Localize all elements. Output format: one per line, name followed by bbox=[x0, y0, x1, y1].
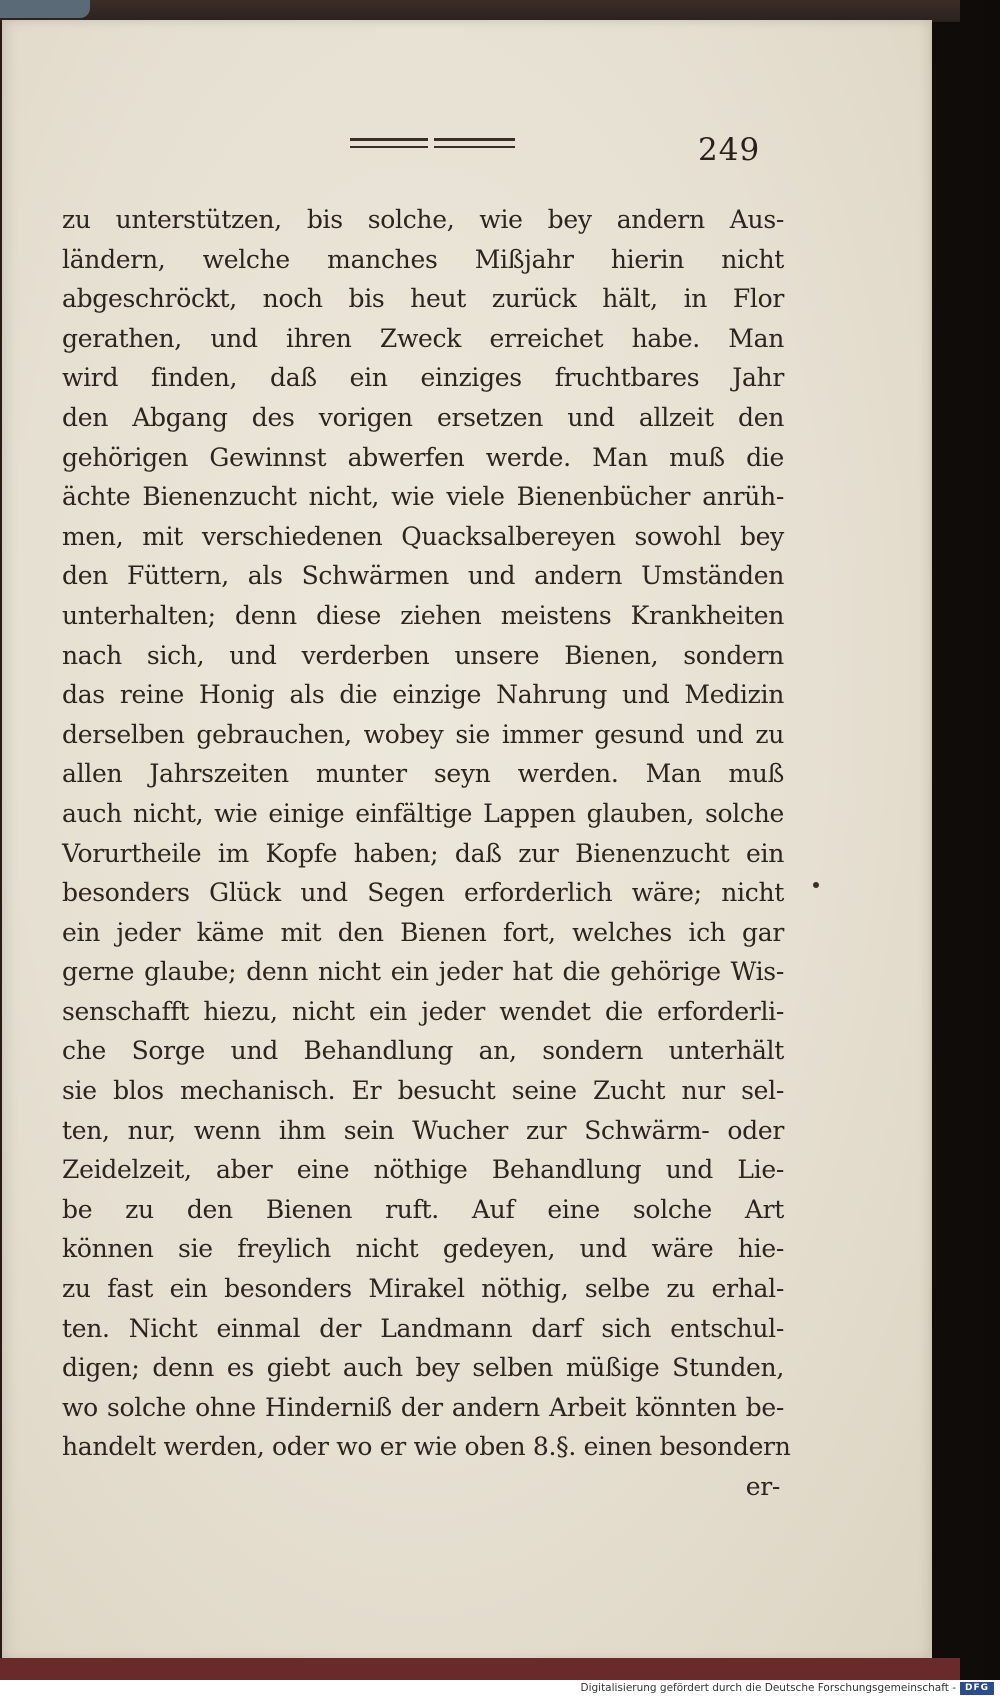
body-text bbox=[62, 200, 791, 1507]
text-line: che Sorge und Behandlung an, sondern unterhält bbox=[62, 1036, 784, 1066]
text-line: besonders Glück und Segen erforderlich wäre; nicht bbox=[62, 878, 784, 908]
text-line: ein jeder käme mit den Bienen fort, welches ich gar bbox=[62, 917, 784, 947]
text-line: zu fast ein besonders Mirakel nöthig, selbe zu erhal- bbox=[62, 1274, 784, 1304]
text-line: zu unterstützen, bis solche, wie bey andern Aus- bbox=[62, 205, 784, 234]
book-clasp bbox=[0, 0, 90, 18]
text-line: ten, nur, wenn ihm sein Wucher zur Schwärm- oder bbox=[62, 1115, 784, 1145]
text-line: abgeschröckt, noch bis heut zurück hält, in Flor bbox=[62, 284, 784, 314]
text-line: gerathen, und ihren Zweck erreichet habe. Man bbox=[62, 323, 784, 353]
text-line: Vorurtheile im Kopfe haben; daß zur Bienenzucht ein bbox=[62, 838, 784, 868]
text-line: allen Jahrszeiten munter seyn werden. Man muß bbox=[62, 759, 784, 789]
text-line: gehörigen Gewinnst abwerfen werde. Man muß die bbox=[62, 442, 784, 472]
dfg-logo: DFG bbox=[960, 1682, 994, 1695]
text-line: ten. Nicht einmal der Landmann darf sich entschul- bbox=[62, 1313, 784, 1343]
text-line: auch nicht, wie einige einfältige Lappen glauben, solche bbox=[62, 798, 784, 828]
catchword: er- bbox=[745, 1472, 780, 1501]
header-ornament-rule bbox=[350, 138, 515, 152]
text-line: können sie freylich nicht gedeyen, und wäre hie- bbox=[62, 1234, 784, 1264]
text-line: digen; denn es giebt auch bey selben müßige Stunden, bbox=[62, 1353, 784, 1383]
text-line: den Füttern, als Schwärmen und andern Umständen bbox=[62, 561, 784, 591]
text-line: ländern, welche manches Mißjahr hierin nicht bbox=[62, 244, 784, 274]
scan-top-edge bbox=[0, 0, 960, 22]
text-line: derselben gebrauchen, wobey sie immer gesund und zu bbox=[62, 719, 784, 749]
margin-mark bbox=[813, 882, 819, 888]
text-line: ächte Bienenzucht nicht, wie viele Bienenbücher anrüh- bbox=[62, 482, 784, 512]
text-line: Zeidelzeit, aber eine nöthige Behandlung und Lie- bbox=[62, 1155, 784, 1185]
text-line: be zu den Bienen ruft. Auf eine solche Art bbox=[62, 1194, 784, 1224]
text-line: unterhalten; denn diese ziehen meistens Krankheiten bbox=[62, 600, 784, 630]
text-line: men, mit verschiedenen Quacksalbereyen sowohl bey bbox=[62, 521, 784, 551]
text-line: sie blos mechanisch. Er besucht seine Zucht nur sel- bbox=[62, 1076, 784, 1106]
text-line: nach sich, und verderben unsere Bienen, sondern bbox=[62, 640, 784, 670]
text-line: den Abgang des vorigen ersetzen und allzeit den bbox=[62, 402, 784, 432]
text-line: gerne glaube; denn nicht ein jeder hat die gehörige Wis- bbox=[62, 957, 784, 987]
text-line: das reine Honig als die einzige Nahrung und Medizin bbox=[62, 680, 784, 710]
text-line: senschafft hiezu, nicht ein jeder wendet die erforderli- bbox=[62, 996, 784, 1026]
text-line: wo solche ohne Hinderniß der andern Arbeit könnten be- bbox=[62, 1392, 784, 1422]
scan-bottom-edge bbox=[0, 1658, 960, 1680]
text-line: wird finden, daß ein einziges fruchtbares Jahr bbox=[62, 363, 784, 393]
text-line: handelt werden, oder wo er wie oben 8.§. einen besondern bbox=[62, 1432, 791, 1462]
footer-credit: Digitalisierung gefördert durch die Deutsche Forschungsgemeinschaft - bbox=[580, 1682, 956, 1694]
page-number: 249 bbox=[698, 132, 761, 168]
